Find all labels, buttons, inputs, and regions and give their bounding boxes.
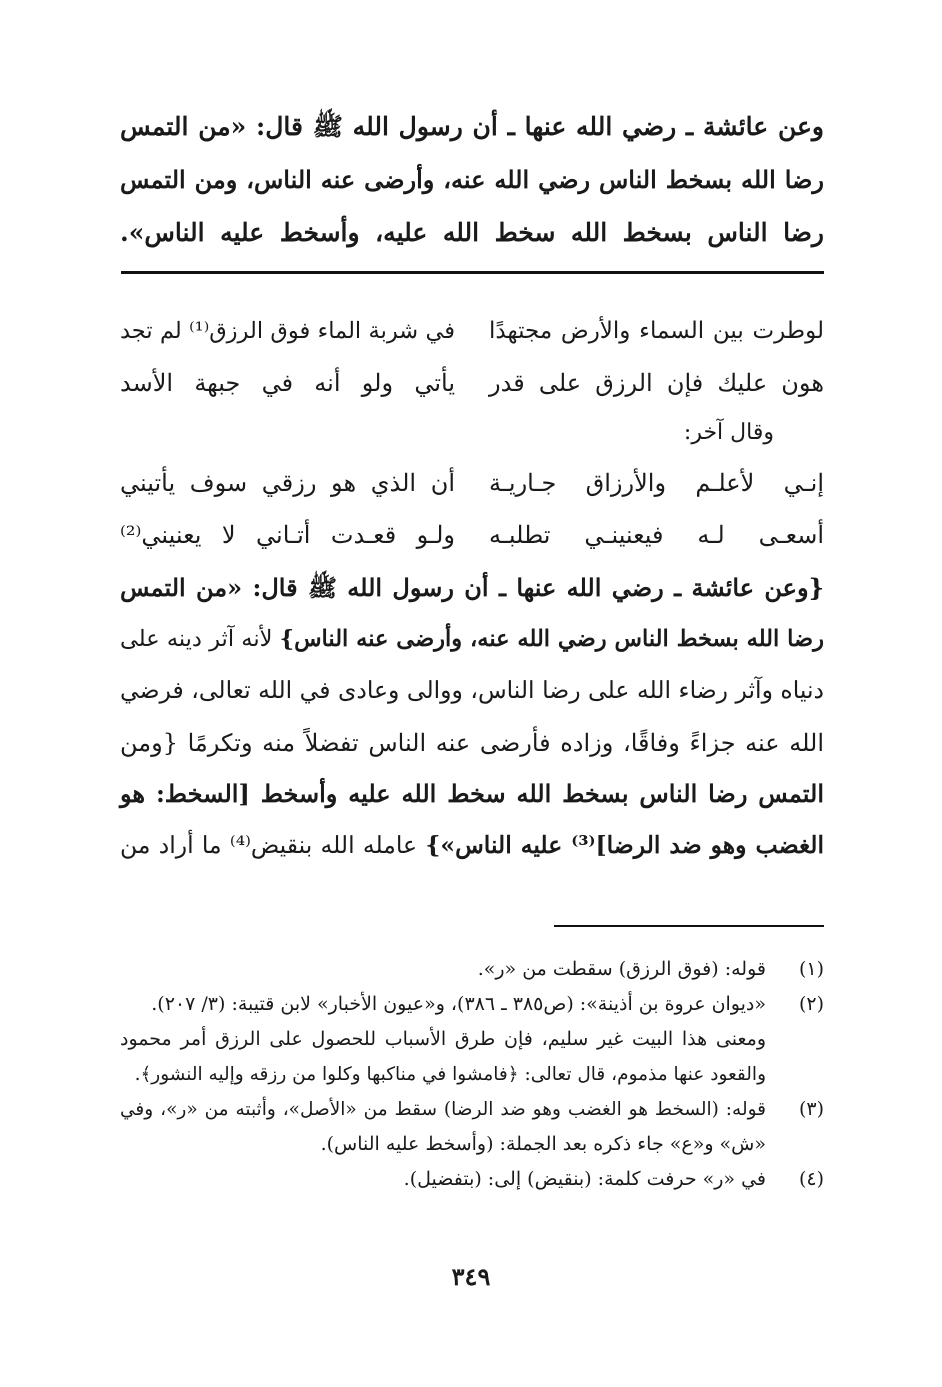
hadith-line: رضا الله بسخط الناس رضي الله عنه، وأرضى عنه الناس، ومن التمس xyxy=(120,165,824,194)
sharh-text: عامله الله بنقيض⁽⁴⁾ ما أراد من xyxy=(120,830,426,859)
matn-text: {وعن عائشة ـ رضي الله عنها ـ أن رسول الله ﷺ قال: «من التمس xyxy=(120,573,824,602)
poem-verse xyxy=(120,305,824,357)
verse-second-hemistich: في شربة الماء فوق الرزق⁽¹⁾ لم تجد xyxy=(120,318,455,344)
poem-verse xyxy=(120,509,824,561)
commentary-line xyxy=(120,820,824,872)
commentary-line xyxy=(120,717,824,769)
verse-first-hemistich: إنـي لأعلـم والأرزاق جـاريـة xyxy=(489,469,824,497)
commentary-line xyxy=(120,665,824,717)
section-divider xyxy=(121,271,824,274)
commentary-line xyxy=(120,614,824,666)
footnote-line xyxy=(120,952,824,987)
verse-first-hemistich: أسعـى لـه فيعنينـي تطلبـه xyxy=(489,521,824,549)
hadith-paragraph xyxy=(120,100,824,259)
hadith-line: وعن عائشة ـ رضي الله عنها ـ أن رسول الله ﷺ قال: «من التمس xyxy=(120,112,824,141)
matn-text: التمس رضا الناس بسخط الله سخط الله عليه وأسخط [السخط: هو xyxy=(120,779,824,808)
matn-text: الغضب وهو ضد الرضا]⁽³⁾ عليه الناس»} xyxy=(425,830,824,859)
commentary-paragraph xyxy=(120,562,824,871)
footnote-text: ومعنى هذا البيت غير سليم، فإن طرق الأسباب للحصول على الرزق أمر محمود xyxy=(120,1028,766,1050)
footnote-number: (٢) xyxy=(798,993,824,1015)
poem-intro: وقال آخر: xyxy=(683,420,774,445)
footnote-text: «ش» و«ع» جاء ذكره بعد الجملة: (وأسخط عليه الناس). xyxy=(320,1133,766,1155)
footnote-text: في «ر» حرفت كلمة: (بنقيض) إلى: (بتفضيل). xyxy=(403,1168,766,1190)
poem-section xyxy=(120,305,824,561)
poem-verse xyxy=(120,457,824,509)
footnote-text: والقعود عنها مذموم، قال تعالى: ﴿فامشوا في مناكبها وكلوا من رزقه وإليه النشور﴾. xyxy=(134,1064,766,1085)
footnote-line xyxy=(120,1092,824,1127)
matn-text: رضا الله بسخط الناس رضي الله عنه، وأرضى عنه الناس} xyxy=(279,625,824,652)
footnote-line xyxy=(120,1162,824,1197)
footnote-text: «ديوان عروة بن أذينة»: (ص٣٨٥ ـ ٣٨٦)، و«عيون الأخبار» لابن قتيبة: (٣/ ٢٠٧). xyxy=(151,993,766,1015)
sharh-text: دنياه وآثر رضاء الله على رضا الناس، ووالى وعادى في الله تعالى، فرضي xyxy=(120,676,824,704)
sharh-text: الله عنه جزاءً وفاقًا، وزاده فأرضى عنه الناس تفضلاً منه وتكرمًا {ومن xyxy=(120,728,824,757)
verse-second-hemistich: ولـو قعـدت أتـاني لا يعنيني⁽²⁾ xyxy=(120,521,455,549)
verse-second-hemistich: يأتي ولو أنه في جبهة الأسد xyxy=(120,369,455,397)
footnote-divider xyxy=(554,925,824,927)
footnote-number: (٣) xyxy=(798,1098,824,1120)
verse-first-hemistich: هون عليك فإن الرزق على قدر xyxy=(489,369,824,397)
footnote-text: قوله: (السخط هو الغضب وهو ضد الرضا) سقط من «الأصل»، وأثبته من «ر»، وفي xyxy=(120,1099,766,1120)
footnote-text: قوله: (فوق الرزق) سقطت من «ر». xyxy=(477,958,766,980)
footnote-line xyxy=(120,1127,824,1162)
footnote-line xyxy=(120,1022,824,1057)
hadith-line: رضا الناس بسخط الله سخط الله عليه، وأسخط عليه الناس». xyxy=(120,218,824,247)
footnotes xyxy=(120,952,824,1197)
sharh-text: لأنه آثر دينه على xyxy=(120,625,280,652)
commentary-line xyxy=(120,562,824,614)
page-number: ٣٤٩ xyxy=(451,1262,491,1291)
footnote-number: (١) xyxy=(798,958,824,980)
footnote-line xyxy=(120,987,824,1022)
footnote-line xyxy=(120,1057,824,1092)
footnote-number: (٤) xyxy=(798,1168,824,1190)
verse-second-hemistich: أن الذي هو رزقي سوف يأتيني xyxy=(120,469,455,497)
verse-first-hemistich: لوطرت بين السماء والأرض مجتهدًا xyxy=(489,318,824,344)
poem-verse xyxy=(120,357,824,409)
commentary-line xyxy=(120,768,824,820)
